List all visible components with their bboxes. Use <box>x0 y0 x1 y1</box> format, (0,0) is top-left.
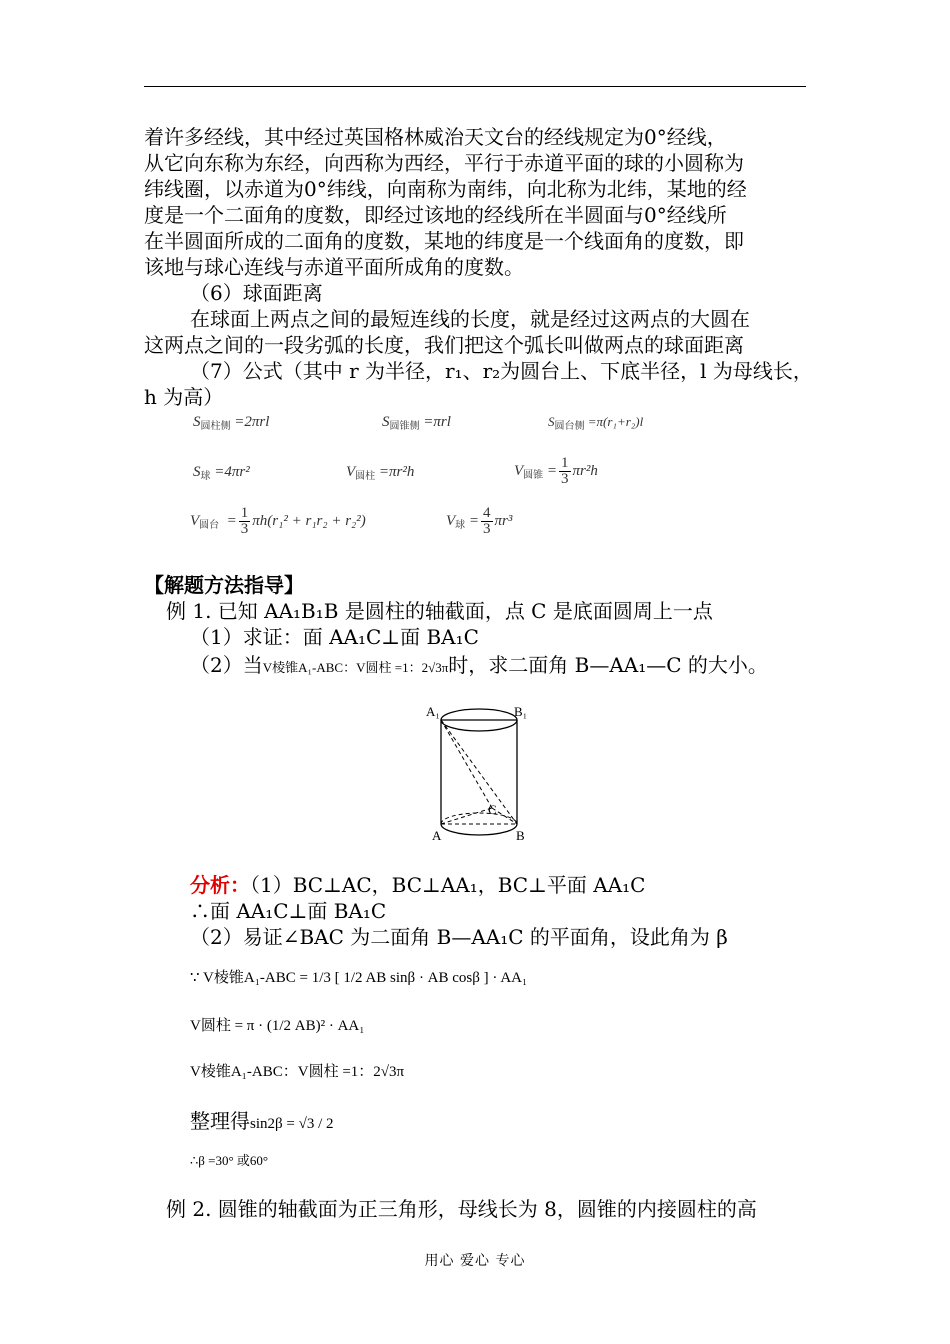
header-rule <box>144 86 806 87</box>
formula-frustum-volume: $V_{圆台}$ = $\frac{1}{3}$ πh(r₁² + r₁r₂ + r₂²) <box>190 505 366 537</box>
label-B: B <box>516 828 525 843</box>
section-6-title: （6）球面距离 <box>190 281 323 305</box>
label-C: C <box>488 802 497 817</box>
equation-volume-ratio: V棱锥A₁-ABC：V圆柱 =1：2√3π <box>190 1064 405 1080</box>
equation-simplified: 整理得sin2β = √3 / 2 <box>190 1109 334 1133</box>
label-B1: B₁ <box>514 704 528 719</box>
formula-sphere-volume: $V_球$ = $\frac{4}{3}$ πr³ <box>446 505 513 537</box>
formula-cone-lateral-area: $S_{圆锥侧} =\pi rl$ <box>382 414 451 432</box>
section-6-line-2: 这两点之间的一段劣弧的长度，我们把这个弧长叫做两点的球面距离 <box>144 333 744 357</box>
formula-cone-volume: $V_{圆锥}$ = $\frac{1}{3}$ πr²h <box>514 455 598 487</box>
analysis-line-2: ∴面 AA₁C⊥面 BA₁C <box>190 899 387 923</box>
analysis-label: 分析： <box>190 873 250 897</box>
equation-result: ∴β =30° 或60° <box>190 1153 269 1168</box>
example-1-statement: 例 1. 已知 AA₁B₁B 是圆柱的轴截面，点 C 是底面圆周上一点 <box>166 599 713 623</box>
formula-frustum-lateral-area: $S_{圆台侧} =\pi(r_1+r_2)l$ <box>548 414 644 432</box>
method-heading: 【解题方法指导】 <box>144 573 304 597</box>
segment-AC <box>441 808 492 824</box>
cylinder-figure <box>418 700 538 850</box>
example-2-statement: 例 2. 圆锥的轴截面为正三角形，母线长为 8，圆锥的内接圆柱的高 <box>166 1197 757 1221</box>
paragraph-line-6: 该地与球心连线与赤道平面所成角的度数。 <box>144 255 524 279</box>
formula-sphere-area: $S_球 =4\pi r^2$ <box>193 464 250 482</box>
analysis-line-3: （2）易证∠BAC 为二面角 B—AA₁C 的平面角，设此角为 β <box>190 925 728 949</box>
label-A1: A₁ <box>426 704 440 719</box>
segment-A1C <box>441 720 492 808</box>
paragraph-line-5: 在半圆面所成的二面角的度数，某地的纬度是一个线面角的度数，即 <box>144 229 744 253</box>
analysis-line-1: 分析：（1）BC⊥AC，BC⊥AA₁，BC⊥平面 AA₁C <box>190 873 646 897</box>
segment-A1B <box>441 720 517 824</box>
section-7-line-2: h 为高） <box>144 385 224 409</box>
section-6-line-1: 在球面上两点之间的最短连线的长度，就是经过这两点的大圆在 <box>190 307 750 331</box>
paragraph-line-1: 着许多经线，其中经过英国格林威治天文台的经线规定为0°经线， <box>144 125 727 149</box>
equation-cylinder-volume: V圆柱 = π · (1/2 AB)² · AA₁ <box>190 1018 365 1034</box>
example-1-question-2: （2）当V棱锥A₁-ABC：V圆柱 =1：2√3π时，求二面角 B—AA₁—C 的大小。 <box>190 653 768 677</box>
bottom-back-arc <box>441 813 517 824</box>
paragraph-line-2: 从它向东称为东经，向西称为西经，平行于赤道平面的球的小圆称为 <box>144 151 744 175</box>
example-1-question-1: （1）求证：面 AA₁C⊥面 BA₁C <box>190 625 479 649</box>
label-A: A <box>432 828 442 843</box>
paragraph-line-3: 纬线圈，以赤道为0°纬线，向南称为南纬，向北称为北纬，某地的经 <box>144 177 747 201</box>
paragraph-line-4: 度是一个二面角的度数，即经过该地的经线所在半圆面与0°经线所 <box>144 203 727 227</box>
bottom-front-arc <box>441 824 517 835</box>
section-7-line-1: （7）公式（其中 r 为半径，r₁、r₂为圆台上、下底半径，l 为母线长， <box>190 359 813 383</box>
formula-cylinder-volume: $V_{圆柱} =\pi r^2h$ <box>346 464 415 482</box>
page-footer: 用心 爱心 专心 <box>424 1253 526 1269</box>
equation-pyramid-volume: ∵ V棱锥A₁-ABC = 1/3 [ 1/2 AB sinβ · AB cosβ ] · AA₁ <box>190 970 528 986</box>
formula-cylinder-lateral-area: $S_{圆柱侧} =2\pi rl$ <box>193 414 270 432</box>
